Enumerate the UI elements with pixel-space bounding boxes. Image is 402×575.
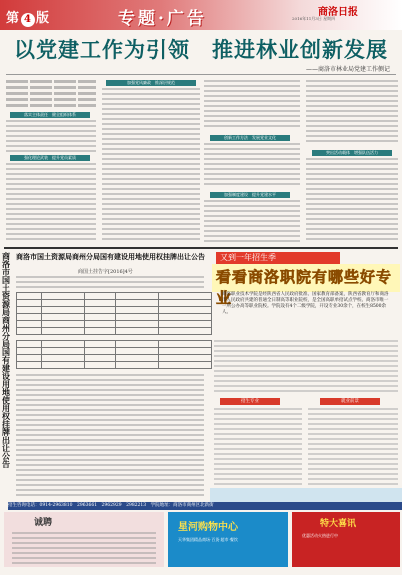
text-column (6, 80, 96, 83)
issue-date: 2016年11月3日 星期四 (292, 16, 336, 21)
text-column (6, 86, 96, 89)
divider (4, 247, 398, 249)
text-column (204, 143, 300, 188)
text-column (6, 120, 96, 152)
subhead: 创新工作方法 发展党业文化 (210, 135, 290, 141)
text-column (102, 88, 200, 243)
mall-ad (168, 512, 288, 567)
promo-ad-title: 特大喜讯 (320, 519, 357, 529)
subhead: 强化理论武装 提升党员素质 (10, 155, 90, 161)
recruit-ad (4, 512, 164, 567)
newspaper-logo: 商洛日报 (318, 7, 358, 18)
subhead: 突出活动载体 增强队伍活力 (312, 150, 392, 156)
text-column (6, 104, 96, 107)
page-footer (0, 567, 402, 575)
school-title: 看看商洛职院有哪些好专业 (216, 268, 393, 307)
subhead: 加强党风廉政 推深层规范 (106, 80, 196, 86)
enroll-label: 招生专业 (220, 398, 280, 405)
section-title: 专题·广告 (118, 9, 207, 29)
subhead: 加强制度建设 提升党建水平 (210, 192, 290, 198)
school-body (214, 408, 302, 486)
school-body (214, 340, 398, 394)
subhead: 落实主体责任 健全组织体系 (10, 112, 90, 118)
hotline-bar: 招生咨询电话：0914-2963810 2963661 2962929 2982213 学院地址：商洛市商州区北新街 (8, 502, 402, 510)
recruit-ad-body (12, 532, 156, 564)
notice-body (16, 276, 204, 290)
text-column (204, 200, 300, 243)
promo-ad-line: 优惠活动火热进行中 (302, 533, 338, 538)
text-column (306, 158, 398, 243)
divider (6, 74, 396, 75)
career-label: 就业前景 (320, 398, 380, 405)
promo-ad (292, 512, 400, 567)
school-body (308, 408, 398, 486)
mall-ad-title: 星河购物中心 (178, 522, 238, 533)
school-header: 又到一年招生季 (216, 252, 340, 264)
article-subtitle: ——商洛市林业局党建工作侧记 (305, 66, 390, 73)
text-column (6, 98, 96, 101)
text-column (6, 92, 96, 95)
school-intro: 商洛职业技术学院是经陕西省人民政府批准、国家教育部备案，陕西省教育厅和商洛市人民政府共建的普通全日制高等职业院校，是全国高职单招试点学校、商洛市唯一一所公办高等职业院校。学院设有4个二级学院，开设专业30余个，在校生8500余人。 (222, 292, 389, 315)
notice-vertical-title: 商洛市国土资源局商州分局国有建设用地使用权挂牌出让公告 (2, 251, 10, 469)
notice-number: 商国土挂告字[2016]4号 (78, 269, 133, 275)
notice-title: 商洛市国土资源局商州分局国有建设用地使用权挂牌出让公告 (16, 252, 205, 261)
edition-label: 第 4 版 (6, 11, 51, 26)
notice-body (16, 374, 204, 498)
text-column (204, 80, 300, 130)
recruit-ad-title: 诚聘 (34, 518, 53, 528)
text-column (6, 163, 96, 243)
text-column (306, 80, 398, 145)
notice-table (16, 292, 212, 335)
article-title: 以党建工作为引领 推进林业创新发展 (14, 37, 388, 62)
notice-table (16, 340, 212, 369)
mall-ad-line: 天华集团精品商场·百货·超市·餐饮 (178, 537, 238, 542)
